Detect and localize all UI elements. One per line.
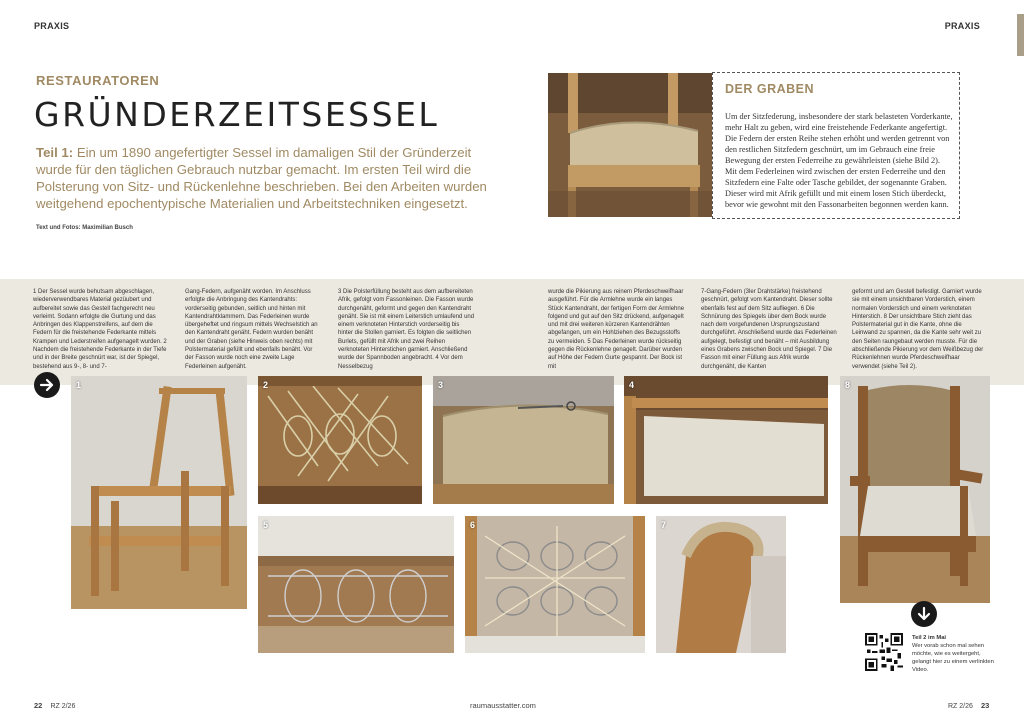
photo-1 — [71, 376, 247, 609]
arrow-right-circle-icon — [34, 372, 60, 398]
teaser-text: Wer vorab schon mal sehen möchte, wie es weitergeht, gelangt hier zu einem verlinkten Video. — [912, 643, 994, 673]
page-number-right: 23 — [981, 701, 990, 710]
section-label-right: PRAXIS — [944, 21, 980, 31]
magazine-issue-right: RZ 2/26 — [948, 703, 973, 710]
photo-number: 5 — [263, 520, 269, 530]
sidebar-text: Um der Sitzfederung, insbesondere der stark belasteten Vorderkante, mehr Halt zu geben, wird eine freistehende Federkante angefertigt. Die Federn der ersten Reihe stehen erhöht und werden getrennt von den restlichen Sitzfedern geschnürt, um im Gebrauch eine freie Bewegung der ersten Federreihe zu gewährleisten (siehe Bild 2). Mit dem Federleinen wird zwischen der ersten Federreihe und den Sitzfedern eine Falte oder Tasche gebildet, der sogenannte Graben. Dieser wird mit Afrik gefüllt und mit einem losen Stich überdeckt, bevor wie gewohnt mit den Fassonarbeiten begonnen werden kann. — [725, 112, 953, 209]
photo-8 — [840, 376, 990, 603]
footer-right — [948, 701, 989, 710]
text-column: Gang-Federn, aufgenäht worden. Im Anschluss erfolgte die Anbringung des Kantendrahts: vorderseitig gebunden, seitlich und hinten mit Kantendrahtklammern. Das Federleinen wurde übergeheftet und ringsum mittels Wechselstich an den Kantendraht genäht. Federn wurden benäht und der Graben (siehe Hinweis oben rechts) mit Polstermaterial gefüllt und ebenfalls benäht. Vor der Fasson wurde noch eine zweite Lage Federleinen aufgenäht. — [185, 289, 318, 370]
photo-4 — [624, 376, 828, 504]
photo-2 — [258, 376, 422, 504]
kicker: RESTAURATOREN — [36, 73, 160, 88]
photo-5 — [258, 516, 454, 653]
article-title: GRÜNDERZEITSESSEL — [34, 95, 440, 134]
sidebar-box — [712, 72, 960, 219]
photo-number: 1 — [76, 380, 82, 390]
photo-number: 8 — [845, 380, 851, 390]
text-column: 3 Die Polsterfüllung besteht aus dem aufbereiteten Afrik, gefolgt vom Fassonleinen. Die Fasson wurde durchgenäht, geformt und gegen den Kantendraht genäht. Sie ist mit einem Leiterstich umlaufend und einem verknoteten Hinterstich vorderseitig bis hinter die Stollen garniert. Es folgten die seitlichen Burlets, gefüllt mit Afrik und zwei Reihen verknoteten Hinterstichen garniert. Anschließend wurde der Spannboden angebracht. 4 Vor dem Nesselbezug — [338, 289, 475, 370]
footer-website[interactable]: raumausstatter.com — [470, 701, 536, 710]
lead-text: Ein um 1890 angefertigter Sessel im damaligen Stil der Gründerzeit wurde für den täglichen Gebrauch nutzbar gemacht. Im ersten Teil wird die Polsterung von Sitz- und Rückenlehne beschrieben. Bei den Arbeiten wurden weitgehend epochentypische Materialien und Arbeitstechniken eingesetzt. — [36, 145, 487, 211]
photo-number: 2 — [263, 380, 269, 390]
arrow-down-circle-icon — [911, 601, 937, 627]
hero-photo — [548, 73, 712, 217]
page-number-left: 22 — [34, 701, 43, 710]
text-column: 1 Der Sessel wurde behutsam abgeschlagen, wiederverwendbares Material gezüubert und aufbereitet sowie das Gestell fachgerecht neu verleimt. Sodann erfolgte die Gurtung und das Anbringen des Klappenstreifens, auf dem die Federn für die freistehende Federkante mittels Krampen und Lederstreifen aufgenagelt wurden. 2 Nachdem die freistehende Federkante in der Tiefe und in der Breite geschnürt war, ist der Spiegel, bestehend aus 9-, 8- und 7- — [33, 289, 167, 370]
text-column: wurde die Pikierung aus reinem Pferdeschweifhaar ausgeführt. Für die Armlehne wurde ein langes Stück Kantendraht, der fertigen Form der Armlehne folgend und gut auf den Sitz drückend, aufgenagelt und mit drei weiteren kürzeren Kantendrähten abgefangen, um ein Hohlziehen des Bezugsstoffs zu vermeiden. 5 Das Federleinen wurde rückseitig gegen die Rückenlehne genagelt. Darüber wurden auf Höhe der Federn Gurte gespannt. Der Bock ist mit — [548, 289, 685, 370]
photo-number: 7 — [661, 520, 667, 530]
footer-left — [34, 701, 75, 710]
sidebar-title: DER GRABEN — [725, 82, 815, 96]
photo-number: 6 — [470, 520, 476, 530]
section-label-left: PRAXIS — [34, 21, 70, 31]
teaser-title: Teil 2 im Mai — [912, 635, 947, 641]
credits: Text und Fotos: Maximilian Busch — [36, 225, 133, 231]
text-column: geformt und am Gestell befestigt. Garniert wurde sie mit einem unsichtbaren Vorderstich, einem normalen Vorderstich und einem verknoteten Hinterstich. 8 Der unsichtbare Stich zieht das Polstermaterial gut in die Kante, ohne die Leinwand zu spannen, da die Kante sehr weit zu den Seiten raungebaut werden musste. Für die abschließende Pikierung vor dem Weißbezug der Rückenlehnen wurde Pferdeschweifhaar verwendet (siehe Teil 2). — [852, 289, 984, 370]
photo-number: 4 — [629, 380, 635, 390]
edge-tab — [1017, 14, 1024, 56]
photo-6 — [465, 516, 645, 653]
magazine-issue-left: RZ 2/26 — [50, 703, 76, 710]
lead-paragraph — [36, 144, 498, 212]
photo-number: 3 — [438, 380, 444, 390]
lead-label: Teil 1: — [36, 145, 74, 160]
teaser — [912, 634, 994, 674]
qr-code-icon[interactable] — [865, 633, 903, 671]
photo-3 — [433, 376, 614, 504]
text-column: 7-Gang-Federn (3ler Drahtstärke) freistehend geschnürt, gefolgt vom Kantendraht. Dieser sollte ebenfalls fest auf dem Sitz aufliegen. 6 Die Schnürung des Spiegels über dem Bock wurde nach dem vorgefundenen Ursprungszustand durchgeführt. Anschließend wurde das Federleinen aufgelegt, befestigt und benäht – mit Ausbildung eines Grabens zwischen Bock und Spiegel. 7 Die Fasson mit einer Füllung aus Afrik wurde durchgenäht, die Kanten — [701, 289, 837, 370]
photo-7 — [656, 516, 786, 653]
